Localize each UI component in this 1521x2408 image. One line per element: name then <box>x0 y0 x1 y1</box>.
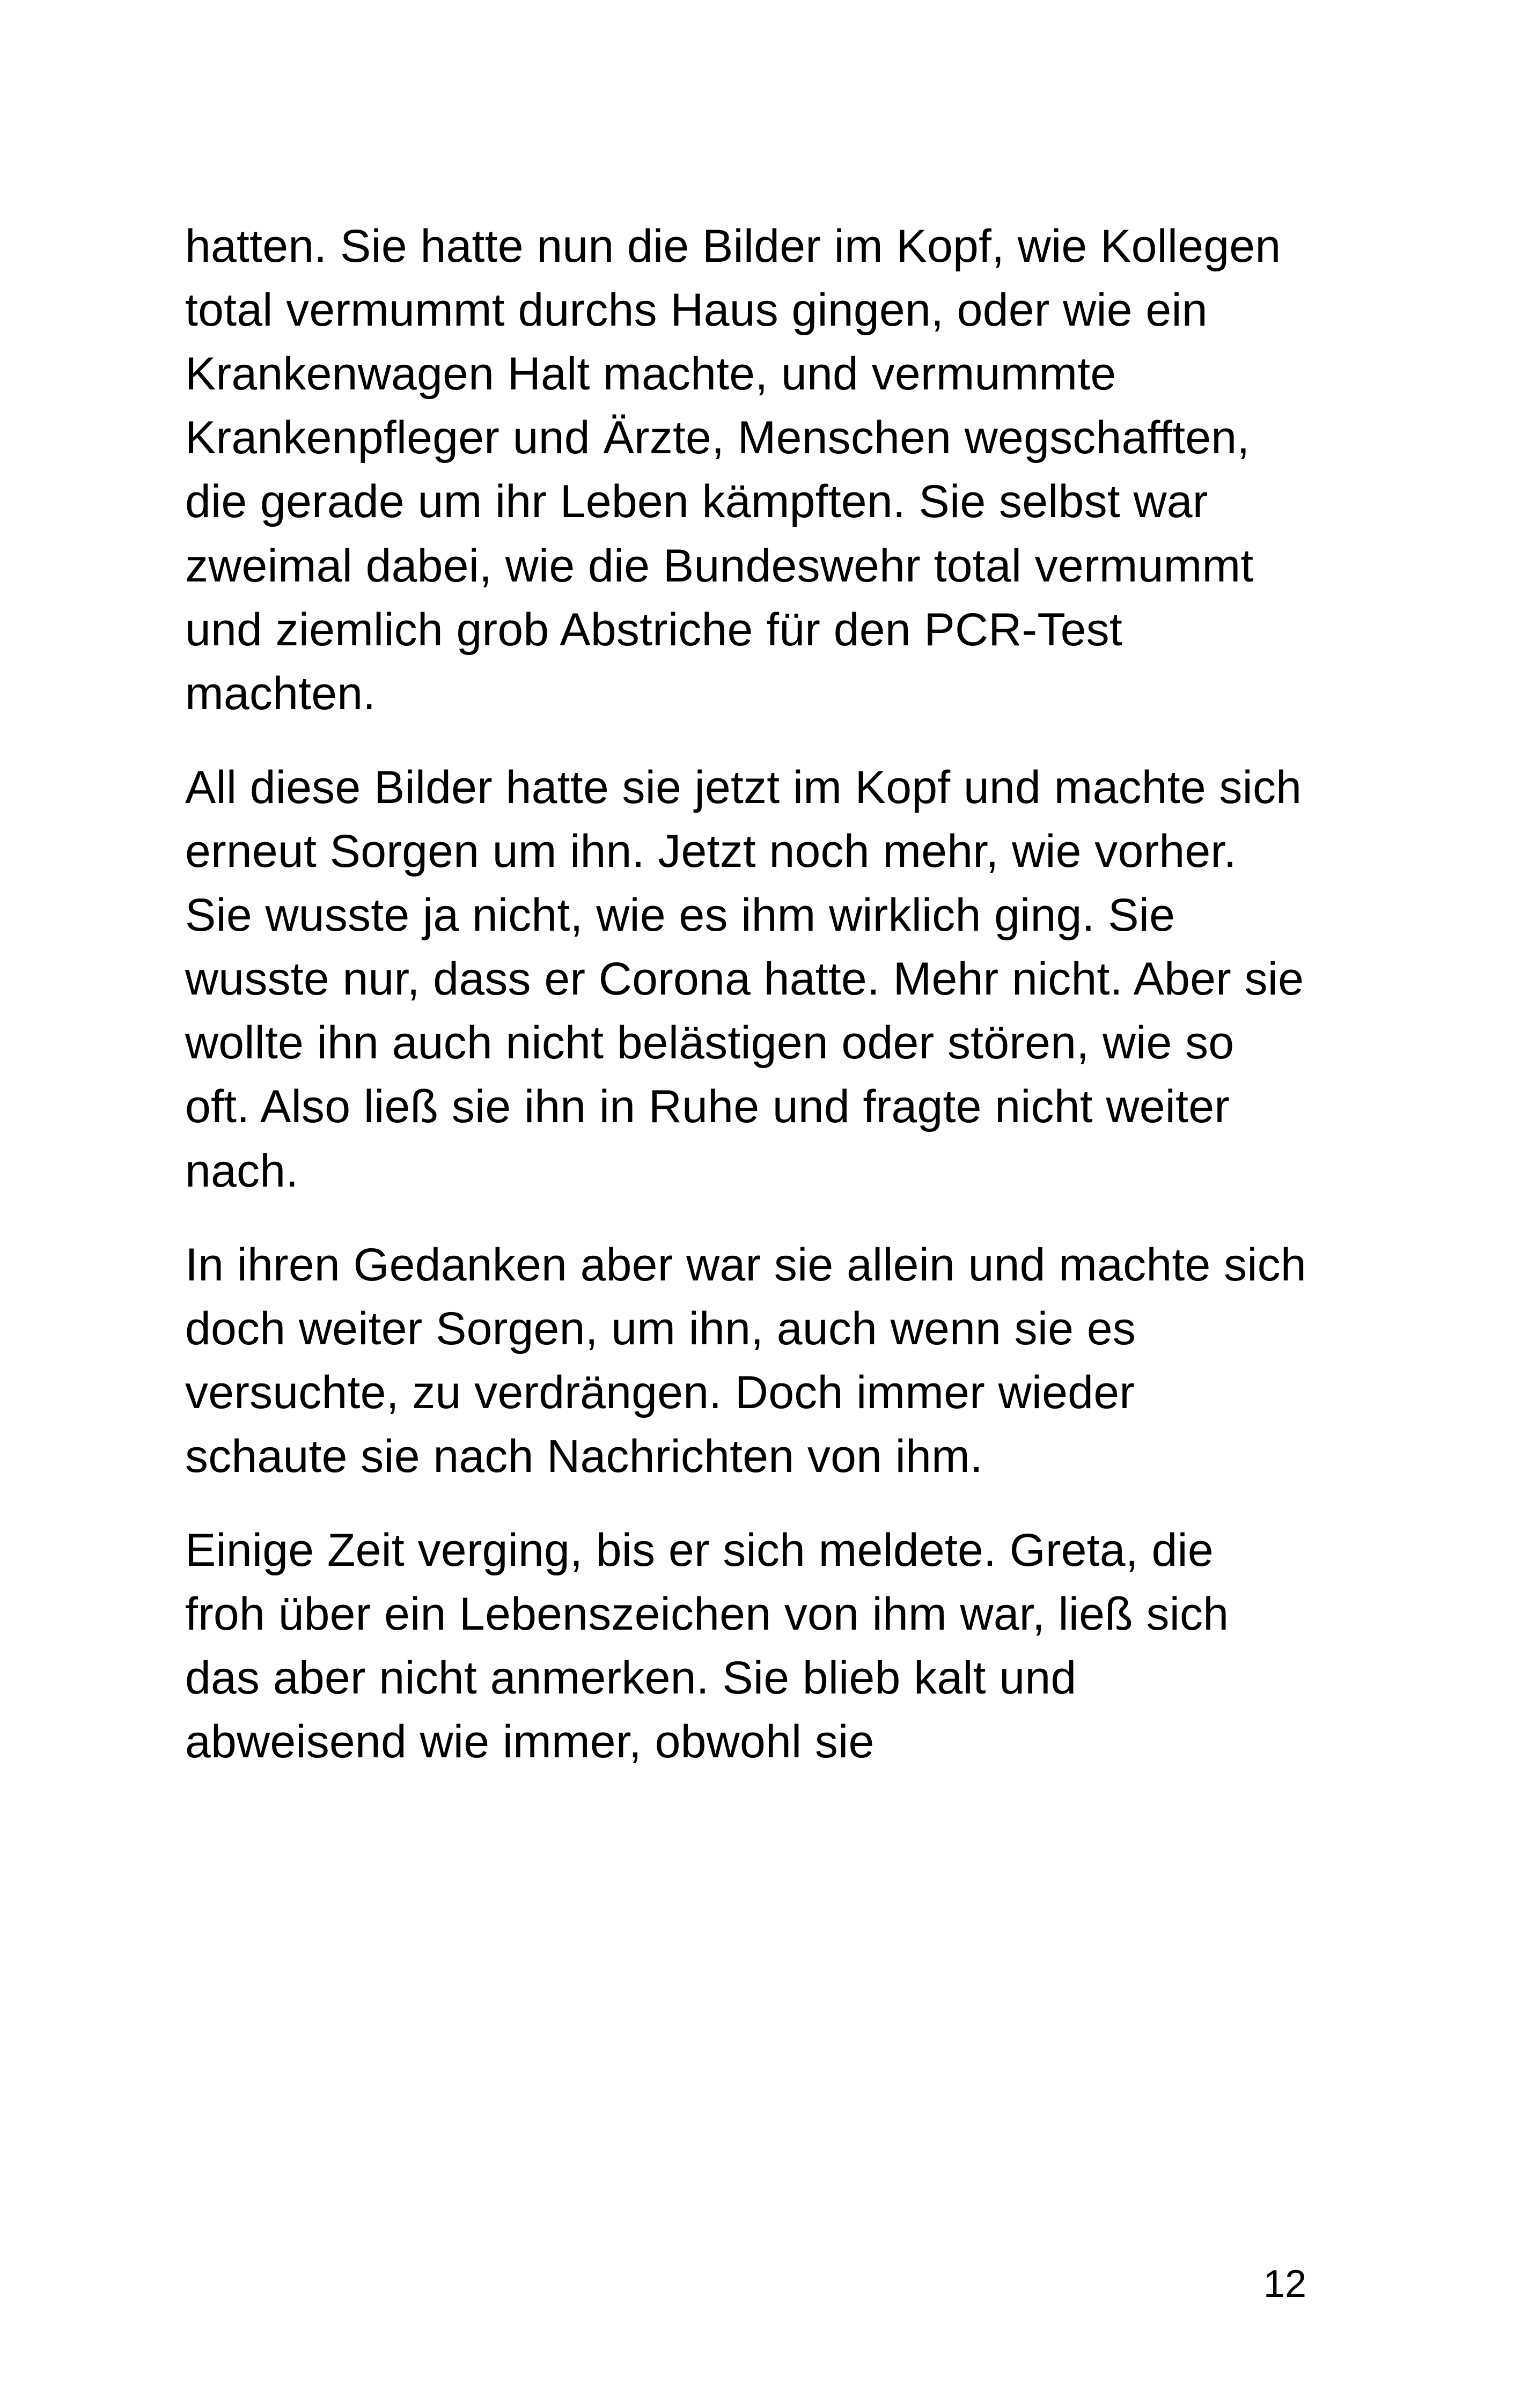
paragraph-3: In ihren Gedanken aber war sie allein und machte sich doch weiter Sorgen, um ihn, auch wenn sie es versuchte, zu verdrängen. Doch immer wieder schaute sie nach Nachrichten von ihm. <box>185 1239 1306 1482</box>
paragraph-2: All diese Bilder hatte sie jetzt im Kopf und machte sich erneut Sorgen um ihn. Jetzt noch mehr, wie vorher. Sie wusste ja nicht, wie es ihm wirklich ging. Sie wusste nur, dass er Corona hatte. Mehr nicht. Aber sie wollte ihn auch nicht belästigen oder stören, wie so oft. Also ließ sie ihn in Ruhe und fragte nicht weiter nach. <box>185 761 1304 1197</box>
paragraph-4: Einige Zeit verging, bis er sich meldete. Greta, die froh über ein Lebenszeichen von ihm war, ließ sich das aber nicht anmerken. Sie blieb kalt und abweisend wie immer, obwohl sie <box>185 1525 1229 1768</box>
paragraph-1: hatten. Sie hatte nun die Bilder im Kopf, wie Kollegen total vermummt durchs Haus gingen, oder wie ein Krankenwagen Halt machte, und vermummte Krankenpfleger und Ärzte, Menschen wegschafften, die gerade um ihr Leben kämpften. Sie selbst war zweimal dabei, wie die Bundeswehr total vermummt und ziemlich grob Abstriche für den PCR-Test machten. <box>185 220 1281 719</box>
page-number: 12 <box>1263 2263 1306 2306</box>
body-text-column <box>185 215 1306 1774</box>
